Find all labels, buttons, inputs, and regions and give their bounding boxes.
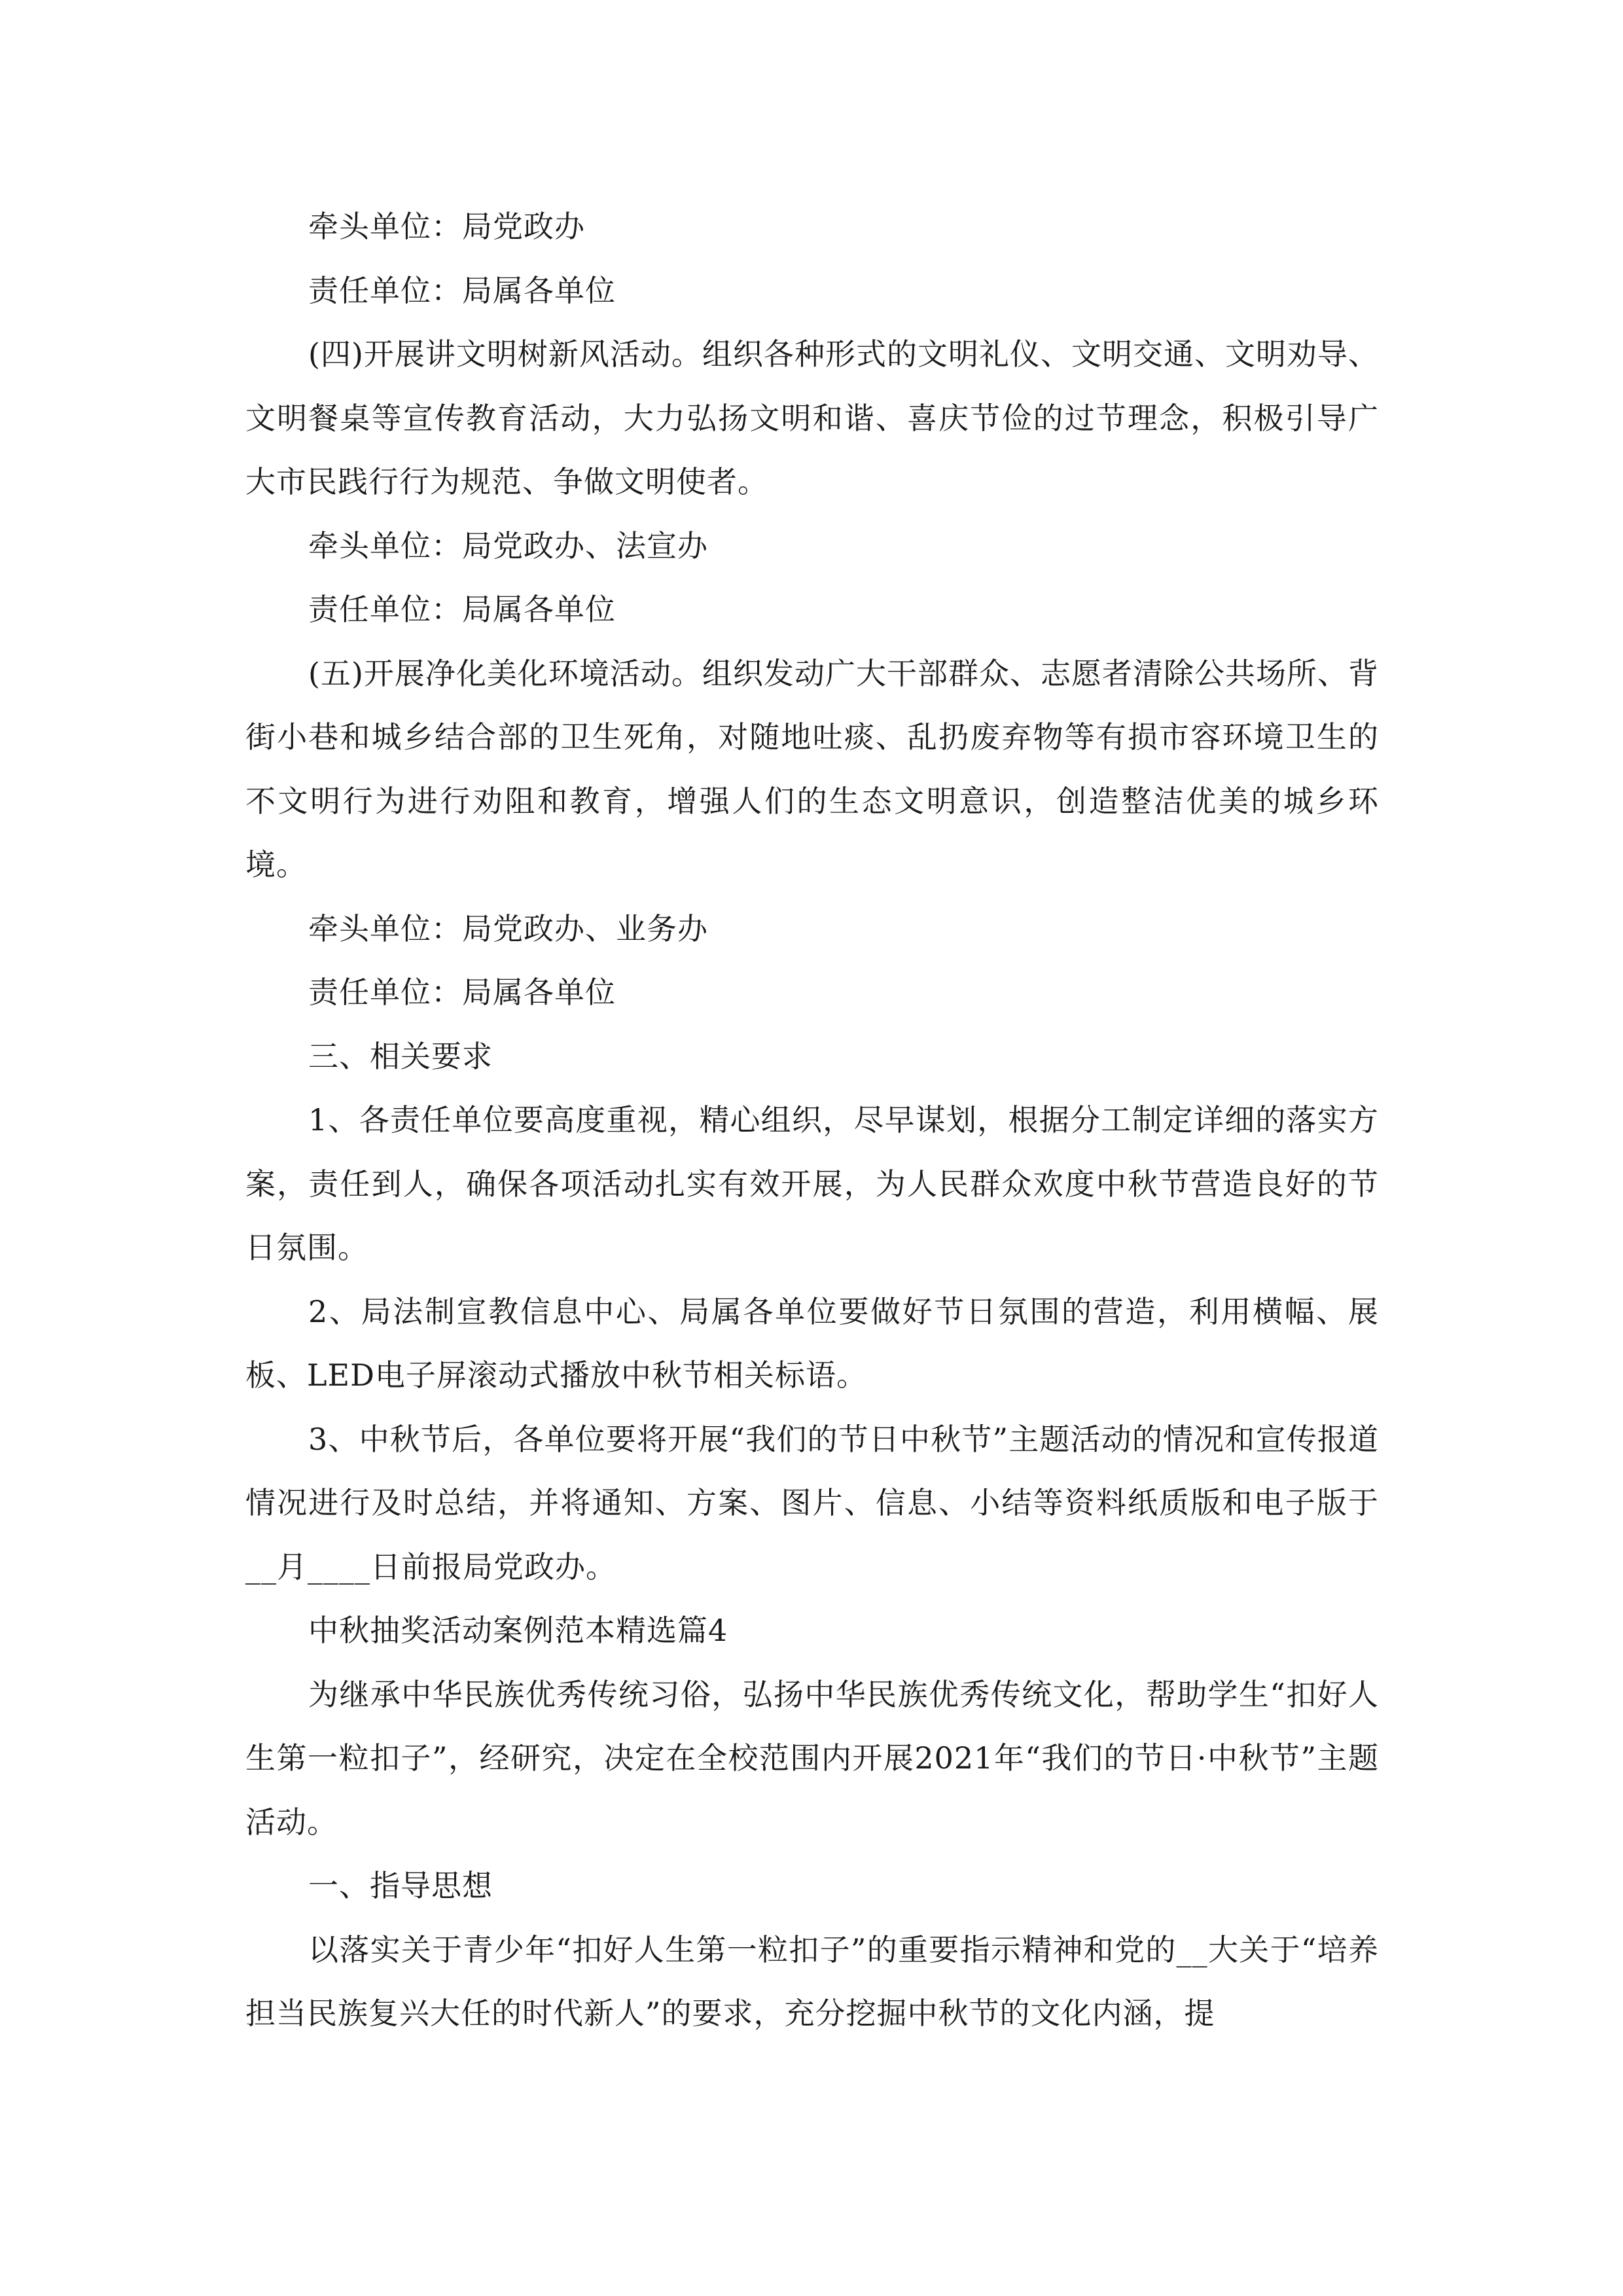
lead-unit-line: 牵头单位：局党政办、业务办 — [308, 910, 708, 946]
section-heading-guiding-thought: 一、指导思想 — [308, 1868, 493, 1903]
responsible-unit-line: 责任单位：局属各单位 — [308, 272, 616, 308]
requirement-item-3: 3、中秋节后，各单位要将开展“我们的节日中秋节”主题活动的情况和宣传报道情况进行及时总结，并将通知、方案、图片、信息、小结等资料纸质版和电子版于__月____日前报局党政办。 — [245, 1421, 1379, 1585]
requirement-item-1: 1、各责任单位要高度重视，精心组织，尽早谋划，根据分工制定详细的落实方案，责任到人，确保各项活动扎实有效开展，为人民群众欢度中秋节营造良好的节日氛围。 — [245, 1102, 1379, 1265]
section-heading-requirements: 三、相关要求 — [308, 1038, 493, 1074]
lead-unit-line: 牵头单位：局党政办、法宣办 — [308, 528, 708, 564]
responsible-unit-line: 责任单位：局属各单位 — [308, 975, 616, 1010]
paragraph-environment-activity: (五)开展净化美化环境活动。组织发动广大干部群众、志愿者清除公共场所、背街小巷和城乡结合部的卫生死角，对随地吐痰、乱扔废弃物等有损市容环境卫生的不文明行为进行劝阻和教育，增强人们的生态文明意识，创造整洁优美的城乡环境。 — [245, 655, 1379, 882]
document-body — [245, 195, 1379, 2046]
responsible-unit-line: 责任单位：局属各单位 — [308, 592, 616, 627]
intro-paragraph: 为继承中华民族优秀传统习俗，弘扬中华民族优秀传统文化，帮助学生“扣好人生第一粒扣子”，经研究，决定在全校范围内开展2021年“我们的节日·中秋节”主题活动。 — [245, 1676, 1379, 1840]
guiding-thought-paragraph: 以落实关于青少年“扣好人生第一粒扣子”的重要指示精神和党的__大关于“培养担当民族复兴大任的时代新人”的要求，充分挖掘中秋节的文化内涵，提 — [245, 1931, 1379, 2031]
requirement-item-2: 2、局法制宣教信息中心、局属各单位要做好节日氛围的营造，利用横幅、展板、LED电子屏滚动式播放中秋节相关标语。 — [245, 1293, 1379, 1393]
lead-unit-line: 牵头单位：局党政办 — [308, 209, 585, 244]
paragraph-civility-activity: (四)开展讲文明树新风活动。组织各种形式的文明礼仪、文明交通、文明劝导、文明餐桌等宣传教育活动，大力弘扬文明和谐、喜庆节俭的过节理念，积极引导广大市民践行行为规范、争做文明使者。 — [245, 336, 1379, 499]
article-title: 中秋抽奖活动案例范本精选篇4 — [308, 1613, 728, 1648]
